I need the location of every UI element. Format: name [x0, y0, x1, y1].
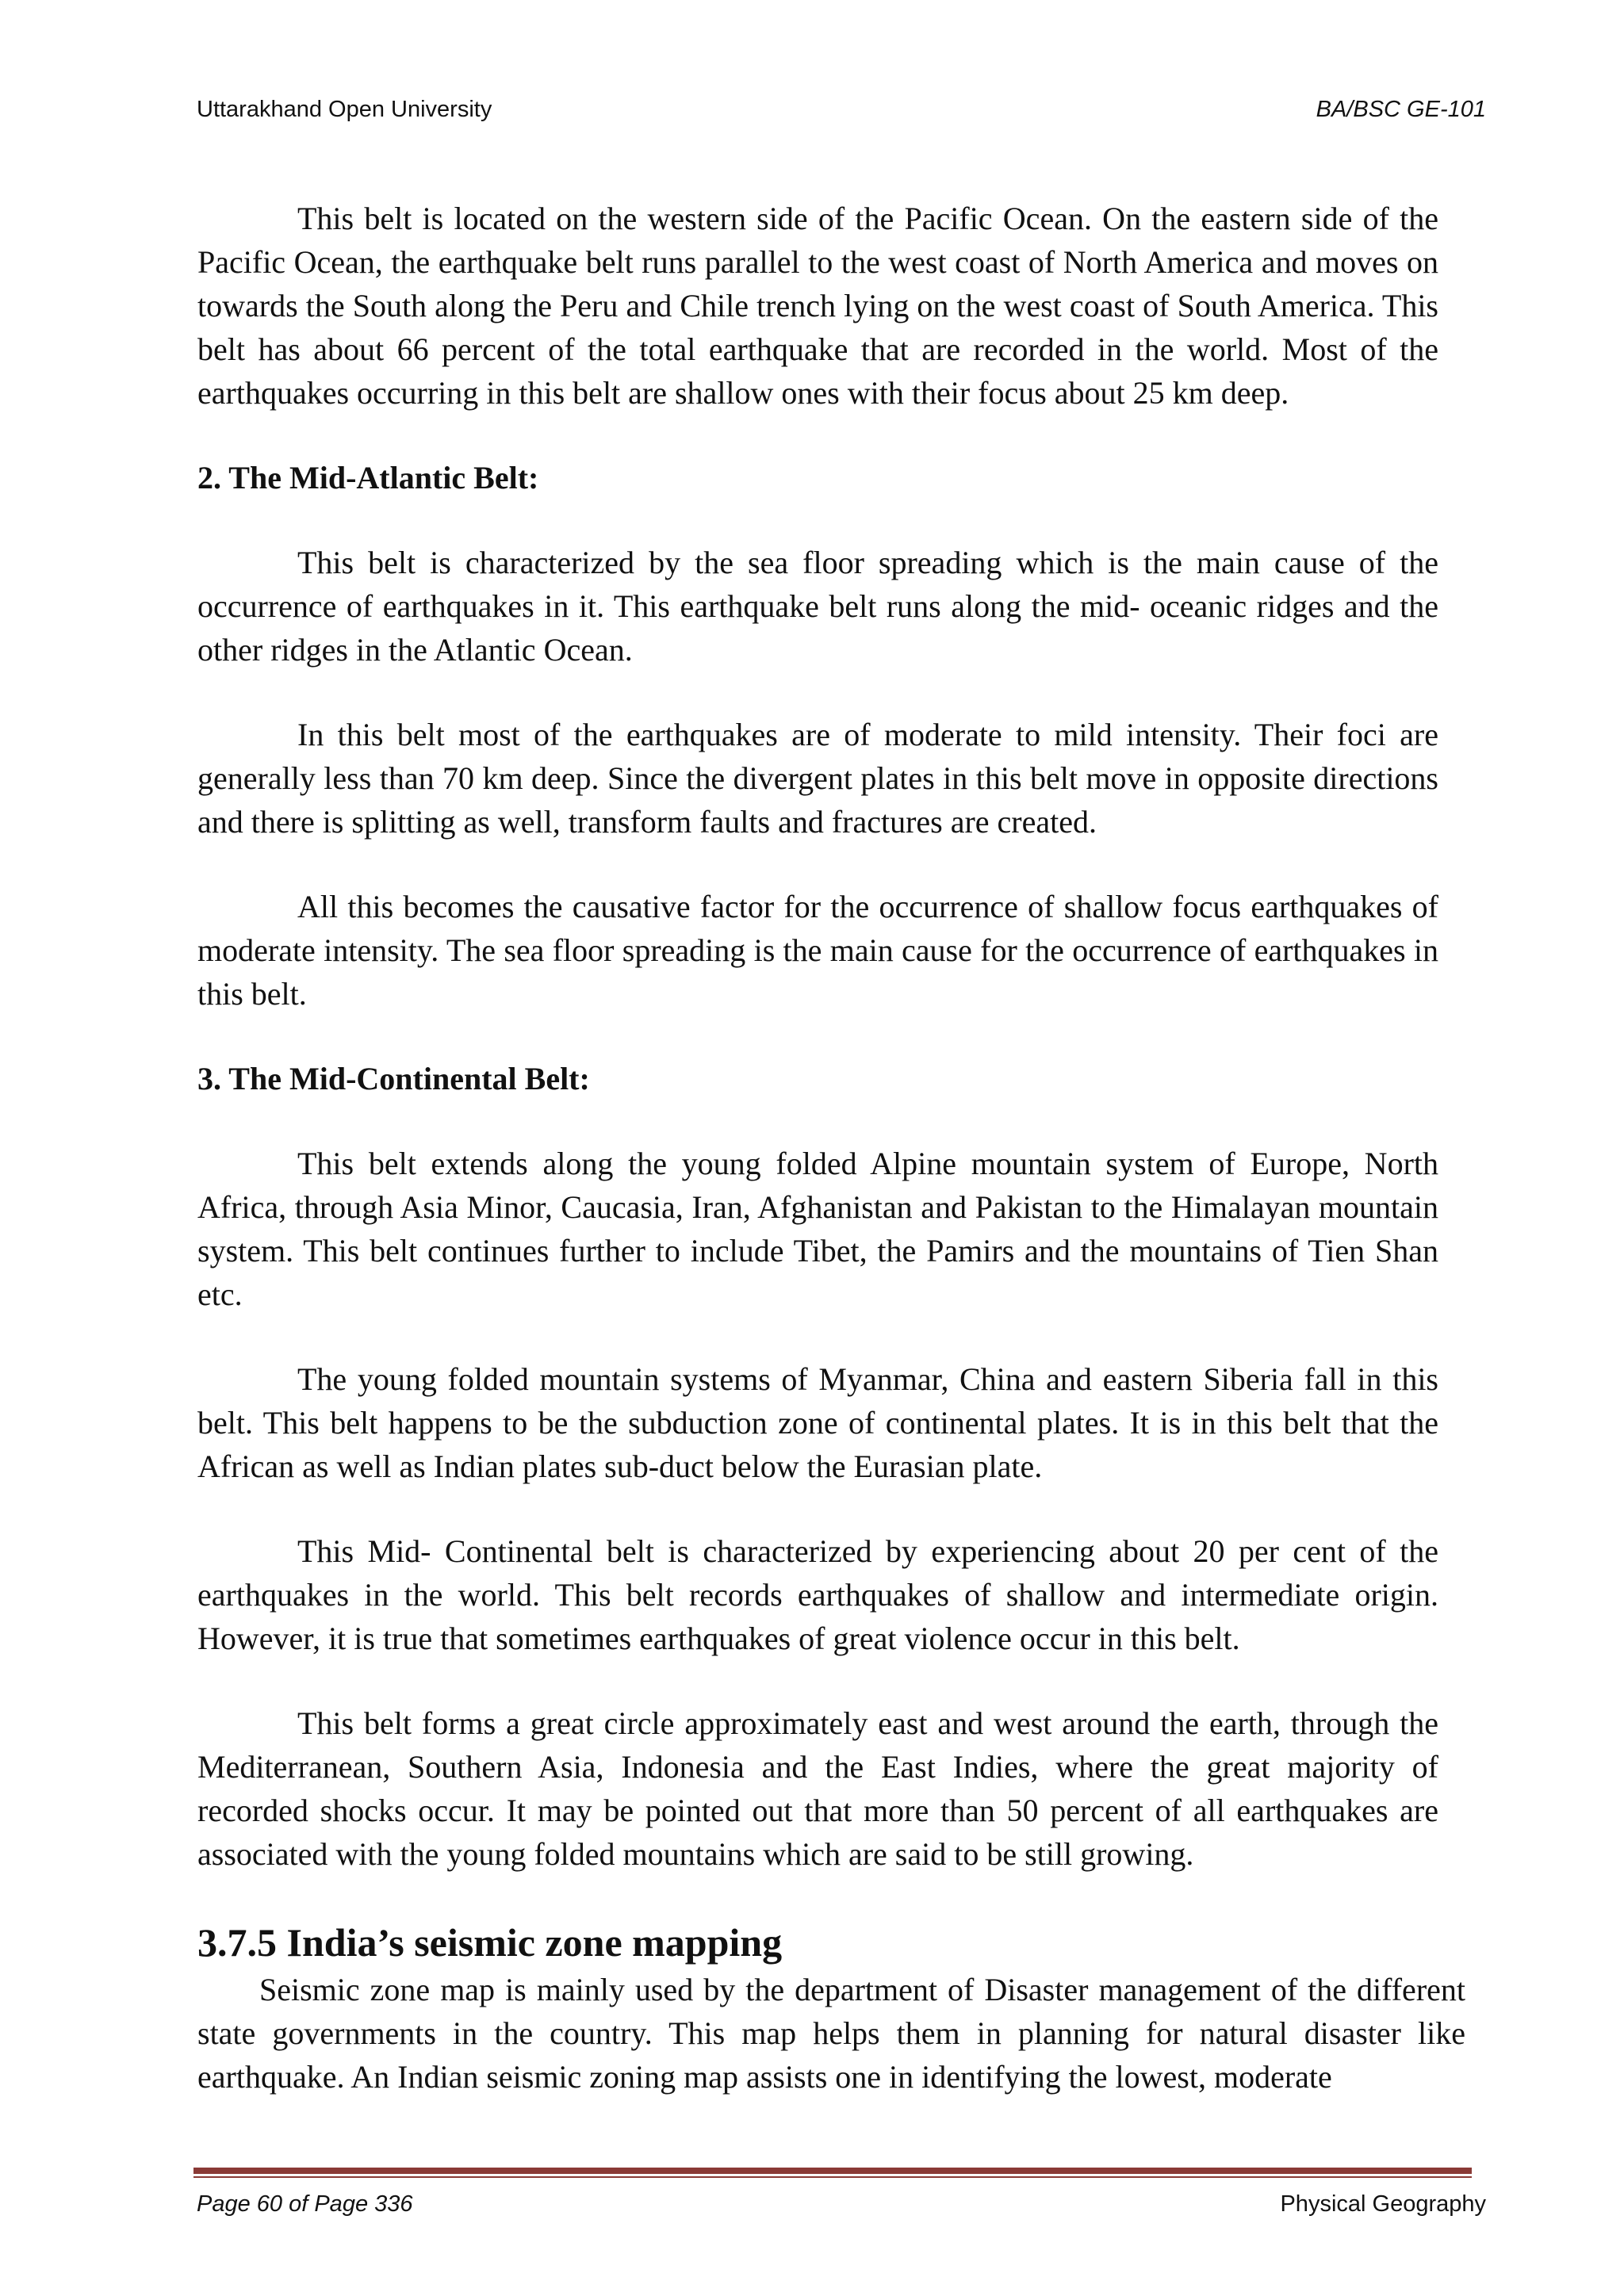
- paragraph-pacific-belt: This belt is located on the western side of the Pacific Ocean. On the eastern side of the Pacific Ocean, the earthquake belt runs parallel to the west coast of North America and moves on towards the South along the Peru and Chile trench lying on the west coast of South America. This belt has about 66 percent of the total earthquake that are recorded in the world. Most of the earthquakes occurring in this belt are shallow ones with their focus about 25 km deep.: [197, 201, 1438, 411]
- header-university: Uttarakhand Open University: [197, 97, 492, 122]
- footer-page-number: Page 60 of Page 336: [197, 2191, 413, 2217]
- paragraph-mid-atlantic-2: In this belt most of the earthquakes are of moderate to mild intensity. Their foci are generally less than 70 km deep. Since the divergent plates in this belt move in opposite directions and there is splitting as well, transform faults and fractures are created.: [197, 717, 1438, 840]
- paragraph-mid-continental-4: This belt forms a great circle approximately east and west around the earth, through the Mediterranean, Southern Asia, Indonesia and the East Indies, where the great majority of recorded shocks occur. It may be pointed out that more than 50 percent of all earthquakes are associated with the young folded mountains which are said to be still growing.: [197, 1705, 1438, 1872]
- footer-rule-thin: [193, 2176, 1472, 2178]
- paragraph-mid-atlantic-3: All this becomes the causative factor for the occurrence of shallow focus earthquakes of moderate intensity. The sea floor spreading is the main cause for the occurrence of earthquakes in this belt.: [197, 889, 1438, 1012]
- heading-mid-atlantic-belt: 2. The Mid-Atlantic Belt:: [197, 460, 539, 496]
- paragraph-mid-continental-3: This Mid- Continental belt is characterized by experiencing about 20 per cent of the earthquakes in the world. This belt records earthquakes of shallow and intermediate origin. However, it is true that sometimes earthquakes of great violence occur in this belt.: [197, 1533, 1438, 1656]
- paragraph-mid-atlantic-1: This belt is characterized by the sea floor spreading which is the main cause of the occurrence of earthquakes in it. This earthquake belt runs along the mid- oceanic ridges and the other ridges in the Atlantic Ocean.: [197, 545, 1438, 668]
- section-title-seismic-zone-mapping: 3.7.5 India’s seismic zone mapping: [197, 1920, 783, 1965]
- heading-mid-continental-belt: 3. The Mid-Continental Belt:: [197, 1061, 590, 1096]
- footer-subject: Physical Geography: [1280, 2191, 1486, 2217]
- paragraph-mid-continental-1: This belt extends along the young folded Alpine mountain system of Europe, North Africa, through Asia Minor, Caucasia, Iran, Afghanistan and Pakistan to the Himalayan mountain system. This belt continues further to include Tibet, the Pamirs and the mountains of Tien Shan etc.: [197, 1146, 1438, 1312]
- page-content: [197, 197, 1465, 2099]
- footer-rule-thick: [193, 2168, 1472, 2174]
- paragraph-seismic-zone-mapping: Seismic zone map is mainly used by the department of Disaster management of the different state governments in the country. This map helps them in planning for natural disaster like earthquake. An Indian seismic zoning map assists one in identifying the lowest, moderate: [197, 1972, 1465, 2095]
- header-course-code: BA/BSC GE-101: [1316, 97, 1486, 122]
- paragraph-mid-continental-2: The young folded mountain systems of Myanmar, China and eastern Siberia fall in this belt. This belt happens to be the subduction zone of continental plates. It is in this belt that the African as well as Indian plates sub-duct below the Eurasian plate.: [197, 1361, 1438, 1484]
